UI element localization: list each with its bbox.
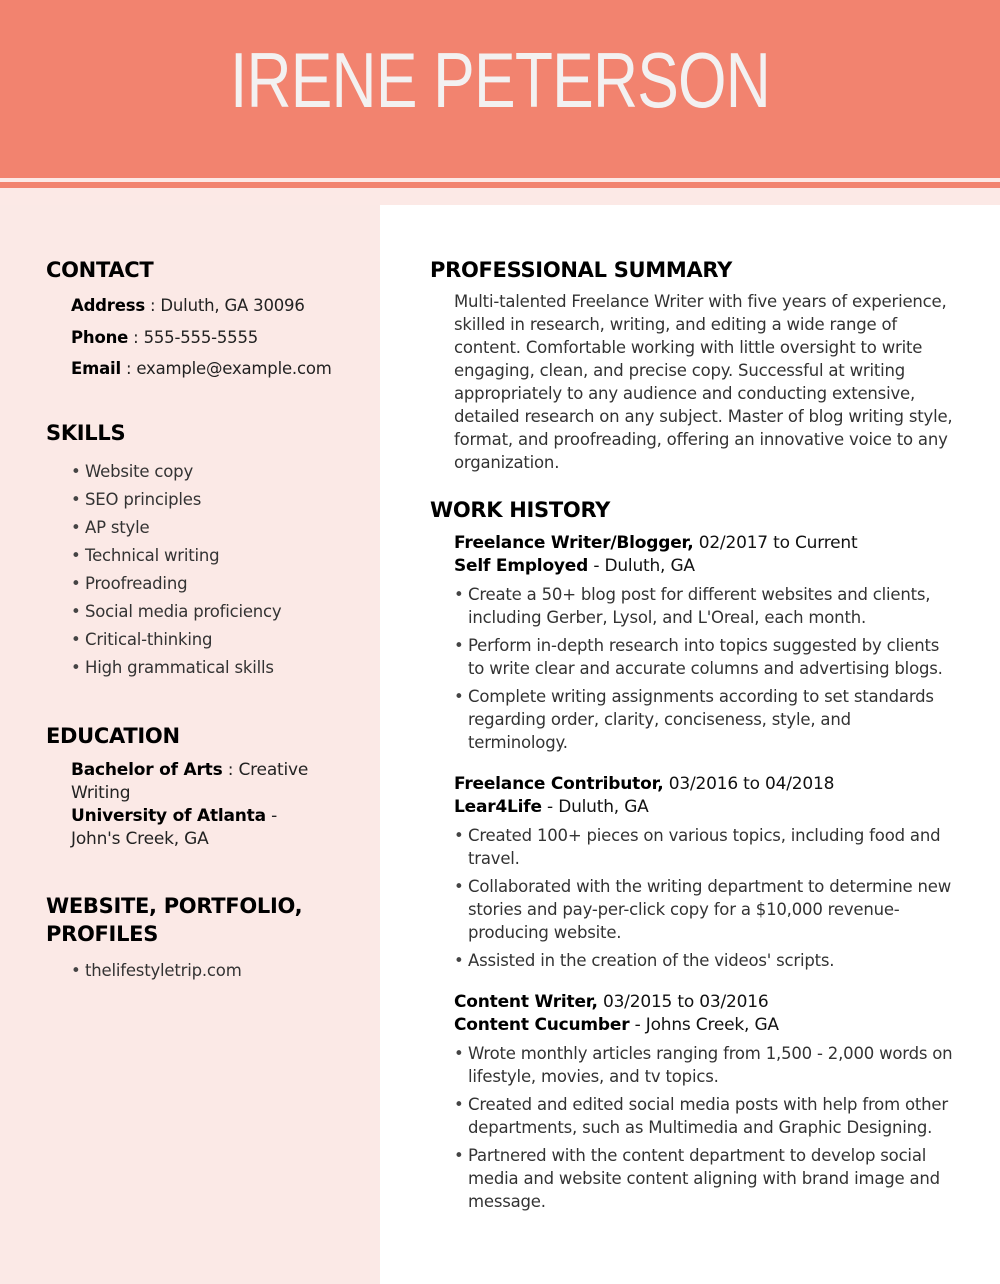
website-link[interactable]: • thelifestyletrip.com bbox=[71, 959, 346, 982]
email-label: Email bbox=[71, 359, 121, 378]
header-divider-band bbox=[0, 188, 1000, 205]
contact-email: Email : example@example.com bbox=[71, 359, 332, 378]
phone-value: 555-555-5555 bbox=[143, 327, 259, 347]
job-title: Freelance Contributor, bbox=[454, 774, 664, 794]
job-bullets bbox=[454, 583, 954, 754]
job-location: Duluth, GA bbox=[558, 797, 649, 817]
job-company: Self Employed bbox=[454, 556, 589, 576]
websites-heading: WEBSITE, PORTFOLIO, PROFILES bbox=[46, 894, 303, 946]
address-label: Address bbox=[71, 296, 145, 315]
job-bullet: • Partnered with the content department to develop social media and website content aligning with brand image and message. bbox=[454, 1144, 954, 1213]
degree-name: Bachelor of Arts bbox=[71, 760, 223, 780]
job-title: Freelance Writer/Blogger, bbox=[454, 533, 694, 553]
skill-item: • Social media proficiency bbox=[71, 598, 356, 626]
job-dates: 02/2017 to Current bbox=[698, 533, 858, 553]
job-bullet: • Complete writing assignments according to set standards regarding order, clarity, conciseness, style, and terminology. bbox=[454, 685, 954, 754]
job-entry bbox=[454, 991, 954, 1213]
header-banner bbox=[0, 0, 1000, 178]
job-employer: Lear4Life - Duluth, GA bbox=[454, 797, 649, 817]
job-bullet: • Created and edited social media posts with help from other departments, such as Multimedia and Graphic Designing. bbox=[454, 1093, 954, 1139]
job-header bbox=[454, 532, 954, 555]
skill-item: • Website copy bbox=[71, 458, 356, 486]
education-degree: Bachelor of Arts : Creative Writing bbox=[71, 760, 309, 803]
skill-item: • High grammatical skills bbox=[71, 654, 356, 682]
job-location: Duluth, GA bbox=[604, 556, 695, 576]
contact-phone: Phone : 555-555-5555 bbox=[71, 327, 259, 347]
skill-item: • SEO principles bbox=[71, 486, 356, 514]
job-dates: 03/2016 to 04/2018 bbox=[668, 774, 835, 794]
job-bullet: • Perform in-depth research into topics suggested by clients to write clear and accurate columns and advertising blogs. bbox=[454, 634, 954, 680]
work-heading: WORK HISTORY bbox=[430, 498, 611, 522]
job-company: Lear4Life bbox=[454, 797, 542, 817]
contact-address: Address : Duluth, GA 30096 bbox=[71, 296, 305, 315]
address-value: Duluth, GA 30096 bbox=[160, 296, 305, 315]
education-heading: EDUCATION bbox=[46, 724, 180, 748]
job-title: Content Writer, bbox=[454, 992, 598, 1012]
main-content bbox=[380, 205, 1000, 1284]
summary-section bbox=[430, 256, 980, 474]
job-bullets bbox=[454, 1042, 954, 1213]
job-header bbox=[454, 773, 954, 796]
skill-item: • Critical-thinking bbox=[71, 626, 356, 654]
job-dates: 03/2015 to 03/2016 bbox=[602, 992, 769, 1012]
school-name: University of Atlanta bbox=[71, 806, 266, 826]
job-bullet: • Wrote monthly articles ranging from 1,500 - 2,000 words on lifestyle, movies, and tv topics. bbox=[454, 1042, 954, 1088]
summary-heading: PROFESSIONAL SUMMARY bbox=[430, 258, 733, 282]
sidebar bbox=[0, 205, 380, 1284]
education-school: University of Atlanta - John's Creek, GA bbox=[71, 806, 278, 849]
skill-item: • Proofreading bbox=[71, 570, 356, 598]
job-bullets bbox=[454, 824, 954, 972]
summary-text: Multi-talented Freelance Writer with five years of experience, skilled in research, writing, and editing a wide range of content. Comfortable working with little oversight to write engaging, clean, and precise copy. Successful at writing appropriately to any audience and conducting extensive, detailed research on any subject. Master of blog writing style, format, and proofreading, offering an innovative voice to any organization. bbox=[454, 292, 953, 472]
education-section bbox=[46, 722, 346, 851]
work-section bbox=[430, 496, 980, 1213]
job-bullet: • Created 100+ pieces on various topics, including food and travel. bbox=[454, 824, 954, 870]
degree-field: Creative Writing bbox=[71, 760, 309, 803]
school-location: John's Creek, GA bbox=[71, 829, 209, 849]
skill-item: • Technical writing bbox=[71, 542, 356, 570]
skill-item: • AP style bbox=[71, 514, 356, 542]
websites-section bbox=[46, 892, 346, 982]
skills-section bbox=[46, 419, 356, 682]
websites-list bbox=[71, 959, 346, 982]
job-employer: Self Employed - Duluth, GA bbox=[454, 556, 695, 576]
job-bullet: • Assisted in the creation of the videos' scripts. bbox=[454, 949, 954, 972]
contact-section bbox=[46, 256, 356, 385]
skills-heading: SKILLS bbox=[46, 421, 126, 445]
job-location: Johns Creek, GA bbox=[645, 1015, 779, 1035]
job-company: Content Cucumber bbox=[454, 1015, 630, 1035]
job-bullet: • Create a 50+ blog post for different websites and clients, including Gerber, Lysol, and L'Oreal, each month. bbox=[454, 583, 954, 629]
job-employer: Content Cucumber - Johns Creek, GA bbox=[454, 1015, 779, 1035]
job-header bbox=[454, 991, 954, 1014]
job-entry bbox=[454, 532, 954, 754]
skills-list bbox=[71, 458, 356, 682]
job-bullet: • Collaborated with the writing department to determine new stories and pay-per-click copy for a $10,000 revenue-producing website. bbox=[454, 875, 954, 944]
contact-heading: CONTACT bbox=[46, 258, 154, 282]
job-entry bbox=[454, 773, 954, 972]
email-value: example@example.com bbox=[136, 359, 332, 378]
candidate-name: IRENE PETERSON bbox=[229, 36, 771, 124]
phone-label: Phone bbox=[71, 327, 129, 347]
